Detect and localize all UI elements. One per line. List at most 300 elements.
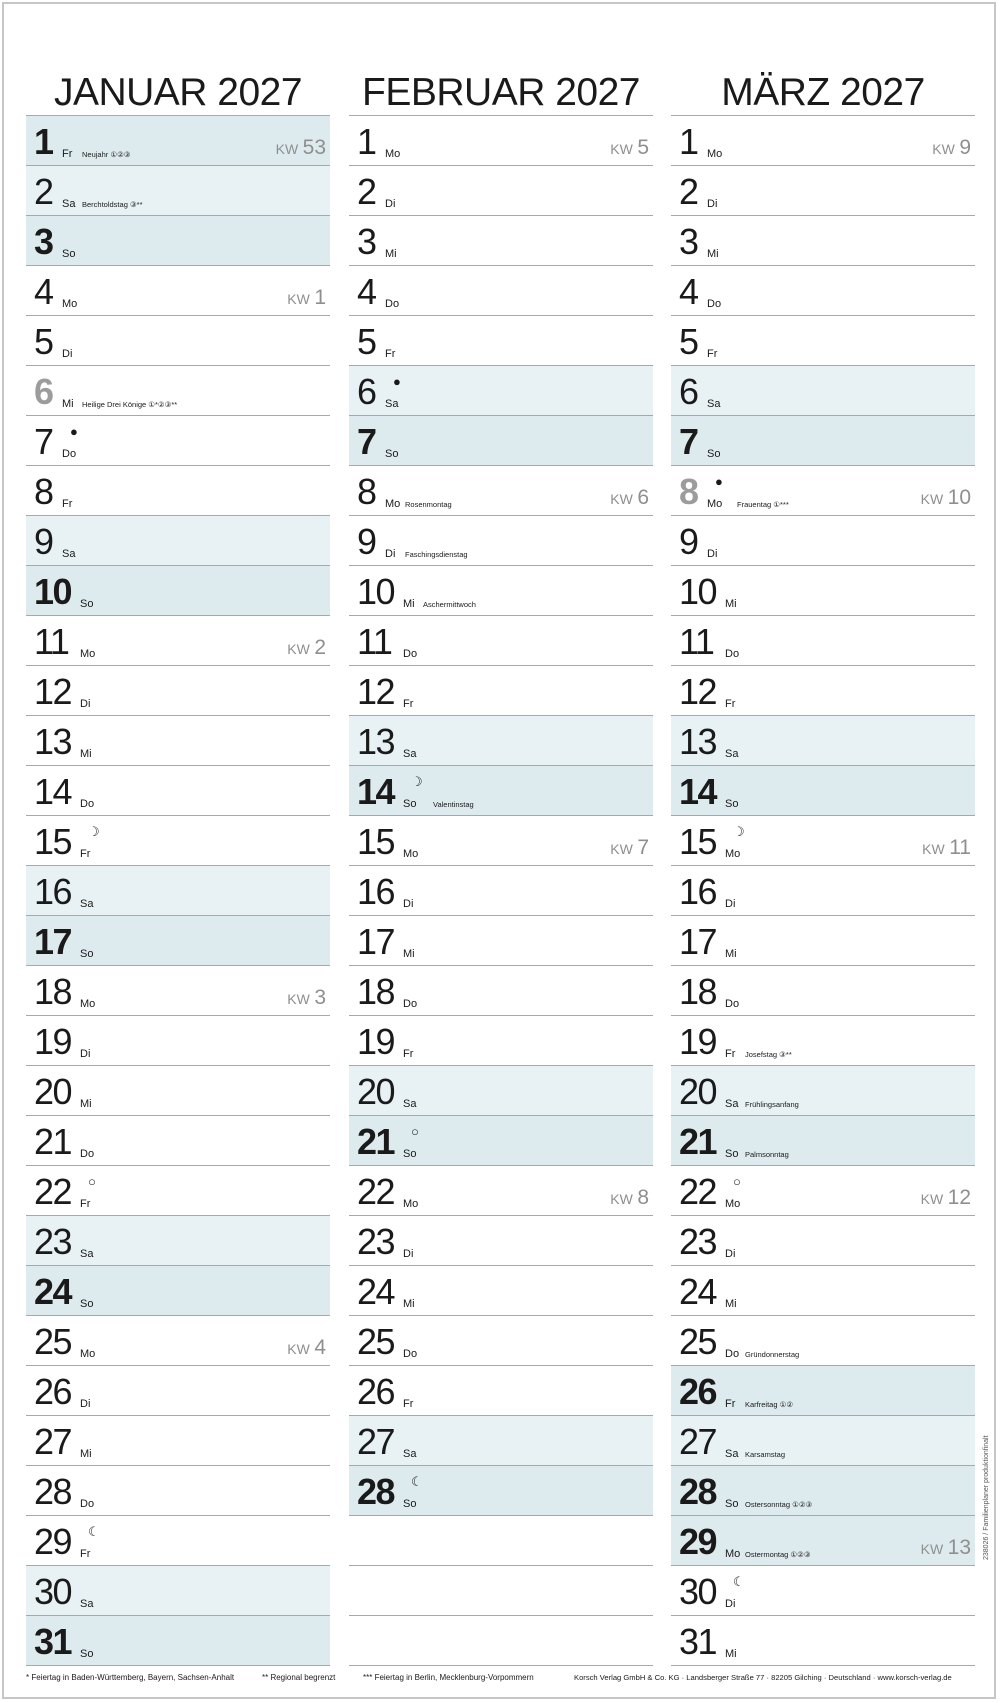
weekday-label: Fr — [403, 698, 414, 710]
day-number: 10 — [679, 571, 717, 612]
day-number: 13 — [34, 721, 72, 762]
day-row — [671, 1366, 975, 1416]
calendar-week-label: KW — [610, 141, 633, 157]
day-number: 5 — [679, 321, 698, 362]
calendar-week-label: KW — [920, 1541, 944, 1557]
day-row — [26, 966, 330, 1016]
holiday-label: Karsamstag — [745, 1450, 786, 1459]
weekday-label: Do — [725, 648, 740, 660]
weekday-label: Do — [80, 1148, 95, 1160]
day-row — [26, 816, 330, 866]
weekday-label: Mo — [707, 498, 723, 510]
weekday-label: Fr — [403, 1398, 414, 1410]
day-number: 19 — [679, 1021, 717, 1062]
day-row — [349, 1366, 653, 1416]
weekday-label: So — [725, 1498, 739, 1510]
calendar-week — [932, 136, 971, 160]
weekday-label: Fr — [403, 1048, 414, 1060]
day-row — [671, 566, 975, 616]
first-quarter-moon-icon: ☽ — [733, 824, 745, 839]
calendar-week — [610, 486, 649, 510]
day-row — [349, 1016, 653, 1066]
day-row — [671, 516, 975, 566]
day-number: 6 — [34, 371, 53, 412]
day-number: 17 — [34, 921, 72, 962]
month-title: FEBRUAR 2027 — [362, 71, 640, 114]
footnote-bw-by-st: * Feiertag in Baden-Württemberg, Bayern, Sachsen-Anhalt — [26, 1673, 235, 1682]
day-row — [26, 1066, 330, 1116]
weekday-label: Mi — [707, 248, 719, 260]
calendar-week — [287, 1336, 326, 1360]
full-moon-icon: ○ — [733, 1174, 741, 1189]
day-row — [26, 1216, 330, 1266]
print-sidenote: 238026 / Familienplaner produktionfinalt — [983, 1435, 990, 1560]
day-row — [349, 116, 653, 166]
day-number: 15 — [679, 821, 717, 862]
day-row — [26, 766, 330, 816]
day-number: 6 — [357, 371, 376, 412]
weekday-label: Sa — [80, 1248, 94, 1260]
day-number: 13 — [357, 721, 395, 762]
calendar-week-label: KW — [922, 841, 945, 857]
month-title: MÄRZ 2027 — [721, 71, 925, 114]
day-row — [26, 566, 330, 616]
day-row — [671, 766, 975, 816]
weekday-label: So — [707, 448, 721, 460]
holiday-label: Karfreitag ①② — [745, 1400, 794, 1409]
weekday-label: Sa — [80, 1598, 94, 1610]
calendar-week-label: KW — [932, 141, 955, 157]
weekday-label: So — [725, 798, 739, 810]
day-row — [26, 1466, 330, 1516]
weekday-label: Do — [62, 448, 77, 460]
weekday-label: Do — [80, 798, 95, 810]
calendar-week-label: KW — [610, 841, 633, 857]
day-number: 29 — [679, 1521, 717, 1562]
day-number: 3 — [679, 221, 698, 262]
day-number: 4 — [357, 271, 376, 312]
day-row — [671, 416, 975, 466]
holiday-label: Josefstag ③** — [745, 1050, 792, 1059]
day-row — [349, 516, 653, 566]
day-number: 9 — [679, 521, 698, 562]
day-row — [671, 466, 975, 516]
day-number: 7 — [34, 421, 53, 462]
day-row — [671, 366, 975, 416]
weekday-label: Mo — [707, 148, 723, 160]
new-moon-icon: ● — [715, 474, 723, 489]
weekday-label: Di — [385, 198, 396, 210]
day-row — [26, 466, 330, 516]
calendar-week-number: 6 — [637, 486, 649, 509]
weekday-label: Sa — [707, 398, 721, 410]
calendar-week-number: 13 — [947, 1536, 971, 1559]
day-number: 17 — [357, 921, 395, 962]
day-row — [671, 966, 975, 1016]
holiday-label: Heilige Drei Könige ①*②③** — [82, 400, 178, 409]
day-number: 12 — [679, 671, 717, 712]
new-moon-icon: ● — [393, 374, 401, 389]
calendar-week — [287, 286, 326, 310]
day-row — [26, 316, 330, 366]
weekday-label: Fr — [725, 1398, 736, 1410]
weekday-label: Fr — [80, 848, 91, 860]
day-number: 1 — [34, 121, 53, 162]
day-number: 15 — [357, 821, 395, 862]
calendar-week-label: KW — [287, 991, 310, 1007]
day-row — [349, 716, 653, 766]
day-row — [349, 1216, 653, 1266]
day-row — [349, 266, 653, 316]
weekday-label: Di — [707, 198, 718, 210]
day-number: 26 — [357, 1371, 395, 1412]
weekday-label: So — [403, 1148, 417, 1160]
day-row — [349, 1266, 653, 1316]
day-number: 28 — [679, 1471, 717, 1512]
day-number: 7 — [357, 421, 376, 462]
weekday-label: So — [403, 1498, 417, 1510]
weekday-label: Fr — [62, 148, 73, 160]
weekday-label: Di — [725, 1598, 736, 1610]
calendar-week-label: KW — [920, 491, 944, 507]
weekday-label: Do — [725, 1348, 740, 1360]
holiday-label: Aschermittwoch — [423, 600, 476, 609]
day-number: 8 — [679, 471, 698, 512]
weekday-label: Do — [725, 998, 740, 1010]
day-number: 24 — [357, 1271, 395, 1312]
day-row — [349, 1166, 653, 1216]
day-number: 27 — [679, 1421, 717, 1462]
weekday-label: Di — [403, 898, 414, 910]
day-row — [26, 866, 330, 916]
day-number: 24 — [34, 1271, 72, 1312]
weekday-label: Mo — [62, 298, 78, 310]
day-row — [671, 116, 975, 166]
weekday-label: Sa — [62, 198, 76, 210]
day-row — [671, 616, 975, 666]
weekday-label: Mi — [80, 748, 92, 760]
footnote-berlin-mv: *** Feiertag in Berlin, Mecklenburg-Vorpommern — [363, 1673, 534, 1682]
weekday-label: Do — [80, 1498, 95, 1510]
calendar-week-label: KW — [287, 291, 310, 307]
day-row — [671, 1516, 975, 1566]
day-number: 1 — [357, 121, 376, 162]
day-number: 29 — [34, 1521, 72, 1562]
weekday-label: Fr — [62, 498, 73, 510]
weekday-label: Mo — [385, 498, 401, 510]
day-row — [26, 216, 330, 266]
calendar-week-label: KW — [287, 1341, 310, 1357]
day-number: 26 — [34, 1371, 72, 1412]
day-row — [349, 216, 653, 266]
calendar-week — [287, 986, 326, 1010]
day-number: 3 — [357, 221, 376, 262]
day-number: 25 — [679, 1321, 717, 1362]
day-number: 11 — [34, 621, 69, 662]
day-row — [671, 1216, 975, 1266]
month-title: JANUAR 2027 — [53, 71, 303, 114]
day-row — [26, 716, 330, 766]
full-moon-icon: ○ — [411, 1124, 419, 1139]
day-row — [349, 966, 653, 1016]
day-number: 11 — [357, 621, 392, 662]
calendar-week-number: 11 — [949, 836, 971, 859]
weekday-label: Mo — [80, 1348, 96, 1360]
day-row — [671, 1116, 975, 1166]
calendar-week-label: KW — [287, 641, 310, 657]
calendar-week — [610, 1186, 649, 1210]
holiday-label: Neujahr ①②③ — [82, 150, 131, 159]
calendar-week — [610, 136, 649, 160]
day-list — [26, 115, 330, 1666]
calendar-week-label: KW — [610, 1191, 633, 1207]
weekday-label: Do — [403, 1348, 418, 1360]
day-number: 10 — [357, 571, 395, 612]
day-row — [26, 1366, 330, 1416]
day-number: 1 — [679, 121, 698, 162]
day-number: 21 — [34, 1121, 72, 1162]
weekday-label: So — [403, 798, 417, 810]
calendar-week-number: 4 — [314, 1336, 326, 1359]
day-row — [26, 1416, 330, 1466]
month-column — [349, 70, 653, 1666]
day-row — [349, 416, 653, 466]
day-number: 22 — [357, 1171, 395, 1212]
day-number: 16 — [34, 871, 72, 912]
day-number: 30 — [34, 1571, 72, 1612]
weekday-label: Fr — [385, 348, 396, 360]
calendar-week — [921, 486, 971, 510]
weekday-label: Fr — [707, 348, 718, 360]
day-number: 20 — [679, 1071, 717, 1112]
weekday-label: Mo — [403, 1198, 419, 1210]
day-row — [349, 666, 653, 716]
day-number: 20 — [357, 1071, 395, 1112]
day-row — [671, 1066, 975, 1116]
holiday-label: Frauentag ①*** — [737, 500, 789, 509]
last-quarter-moon-icon: ☾ — [411, 1474, 423, 1489]
day-row — [671, 1466, 975, 1516]
day-number: 5 — [357, 321, 376, 362]
weekday-label: So — [80, 1298, 94, 1310]
day-row — [26, 1566, 330, 1616]
calendar-week-number: 2 — [314, 636, 326, 659]
day-row — [26, 1516, 330, 1566]
weekday-label: Di — [403, 1248, 414, 1260]
weekday-label: So — [725, 1148, 739, 1160]
weekday-label: So — [80, 948, 94, 960]
weekday-label: Di — [725, 898, 736, 910]
day-row — [26, 1166, 330, 1216]
day-number: 25 — [34, 1321, 72, 1362]
day-row — [671, 1416, 975, 1466]
day-row — [349, 1466, 653, 1516]
last-quarter-moon-icon: ☾ — [733, 1574, 745, 1589]
day-row — [349, 816, 653, 866]
day-number: 27 — [357, 1421, 395, 1462]
day-row — [26, 166, 330, 216]
day-row — [26, 1116, 330, 1166]
empty-day-row — [349, 1566, 653, 1616]
day-number: 4 — [34, 271, 53, 312]
day-row — [349, 366, 653, 416]
day-row — [671, 1166, 975, 1216]
day-number: 19 — [357, 1021, 395, 1062]
day-row — [671, 1316, 975, 1366]
calendar-week-label: KW — [610, 491, 633, 507]
day-number: 4 — [679, 271, 698, 312]
weekday-label: Fr — [725, 1048, 736, 1060]
day-row — [349, 1416, 653, 1466]
day-number: 16 — [679, 871, 717, 912]
day-list — [671, 115, 975, 1666]
day-number: 25 — [357, 1321, 395, 1362]
day-number: 23 — [357, 1221, 395, 1262]
weekday-label: Mi — [62, 398, 74, 410]
day-number: 22 — [679, 1171, 717, 1212]
day-number: 10 — [34, 571, 72, 612]
calendar-week — [276, 136, 326, 160]
day-number: 9 — [357, 521, 376, 562]
day-number: 8 — [357, 471, 376, 512]
day-row — [349, 466, 653, 516]
weekday-label: Sa — [403, 748, 417, 760]
day-row — [671, 216, 975, 266]
weekday-label: Sa — [725, 748, 739, 760]
weekday-label: Do — [403, 998, 418, 1010]
holiday-label: Ostersonntag ①②③ — [745, 1500, 813, 1509]
day-row — [26, 1016, 330, 1066]
weekday-label: So — [62, 248, 76, 260]
weekday-label: Sa — [62, 548, 76, 560]
day-row — [349, 166, 653, 216]
day-number: 19 — [34, 1021, 72, 1062]
publisher-info: Korsch Verlag GmbH & Co. KG · Landsberger Straße 77 · 82205 Gilching · Deutschland · www.korsch-verlag.de — [574, 1673, 952, 1682]
calendar-week-number: 12 — [947, 1186, 971, 1209]
day-row — [671, 166, 975, 216]
weekday-label: Sa — [80, 898, 94, 910]
day-row — [671, 816, 975, 866]
day-number: 2 — [679, 171, 698, 212]
weekday-label: Mi — [80, 1448, 92, 1460]
day-row — [26, 516, 330, 566]
day-row — [671, 1016, 975, 1066]
empty-day-row — [349, 1616, 653, 1666]
day-row — [671, 1616, 975, 1666]
weekday-label: Sa — [403, 1448, 417, 1460]
calendar-week-number: 10 — [947, 486, 971, 509]
weekday-label: Mo — [725, 848, 741, 860]
month-column — [671, 70, 975, 1666]
day-number: 20 — [34, 1071, 72, 1112]
day-row — [349, 616, 653, 666]
day-number: 9 — [34, 521, 53, 562]
day-number: 18 — [34, 971, 72, 1012]
month-column — [26, 70, 330, 1666]
first-quarter-moon-icon: ☽ — [88, 824, 100, 839]
holiday-label: Frühlingsanfang — [745, 1100, 799, 1109]
day-row — [349, 1316, 653, 1366]
day-number: 24 — [679, 1271, 717, 1312]
weekday-label: Mi — [80, 1098, 92, 1110]
day-number: 12 — [357, 671, 395, 712]
calendar-week-label: KW — [275, 141, 299, 157]
day-number: 11 — [679, 621, 714, 662]
calendar-week-label: KW — [920, 1191, 944, 1207]
day-number: 23 — [679, 1221, 717, 1262]
weekday-label: Mi — [385, 248, 397, 260]
day-number: 13 — [679, 721, 717, 762]
day-number: 2 — [34, 171, 53, 212]
calendar-week — [287, 636, 326, 660]
holiday-label: Gründonnerstag — [745, 1350, 800, 1359]
calendar-week — [921, 1186, 971, 1210]
weekday-label: Mi — [725, 1648, 737, 1660]
day-number: 6 — [679, 371, 698, 412]
weekday-label: Mi — [403, 1298, 415, 1310]
day-number: 2 — [357, 171, 376, 212]
day-row — [349, 866, 653, 916]
holiday-label: Valentinstag — [433, 800, 474, 809]
day-row — [26, 116, 330, 166]
day-number: 21 — [357, 1121, 395, 1162]
weekday-label: Di — [80, 1048, 91, 1060]
day-row — [26, 1316, 330, 1366]
day-number: 28 — [357, 1471, 395, 1512]
day-row — [349, 566, 653, 616]
calendar-week — [922, 836, 971, 860]
calendar-week-number: 7 — [637, 836, 649, 859]
day-list — [349, 115, 653, 1666]
weekday-label: Mi — [403, 948, 415, 960]
weekday-label: Di — [707, 548, 718, 560]
weekday-label: Di — [80, 698, 91, 710]
weekday-label: Mi — [725, 948, 737, 960]
first-quarter-moon-icon: ☽ — [411, 774, 423, 789]
day-number: 17 — [679, 921, 717, 962]
day-number: 21 — [679, 1121, 717, 1162]
day-row — [349, 1066, 653, 1116]
day-row — [26, 666, 330, 716]
calendar-week-number: 53 — [302, 136, 326, 159]
day-number: 27 — [34, 1421, 72, 1462]
weekday-label: Do — [385, 298, 400, 310]
day-number: 23 — [34, 1221, 72, 1262]
weekday-label: Sa — [725, 1098, 739, 1110]
calendar-week-number: 8 — [637, 1186, 649, 1209]
day-row — [671, 716, 975, 766]
holiday-label: Rosenmontag — [405, 500, 452, 509]
day-number: 31 — [679, 1621, 717, 1662]
day-number: 12 — [34, 671, 72, 712]
weekday-label: Mi — [725, 1298, 737, 1310]
weekday-label: Mo — [725, 1548, 741, 1560]
day-number: 16 — [357, 871, 395, 912]
weekday-label: Do — [403, 648, 418, 660]
day-number: 15 — [34, 821, 72, 862]
day-number: 28 — [34, 1471, 72, 1512]
day-number: 18 — [357, 971, 395, 1012]
calendar-week-number: 9 — [959, 136, 971, 159]
weekday-label: Mo — [80, 998, 96, 1010]
weekday-label: Di — [385, 548, 396, 560]
day-row — [26, 916, 330, 966]
weekday-label: So — [385, 448, 399, 460]
last-quarter-moon-icon: ☾ — [88, 1524, 100, 1539]
weekday-label: Di — [725, 1248, 736, 1260]
weekday-label: So — [80, 1648, 94, 1660]
day-number: 8 — [34, 471, 53, 512]
